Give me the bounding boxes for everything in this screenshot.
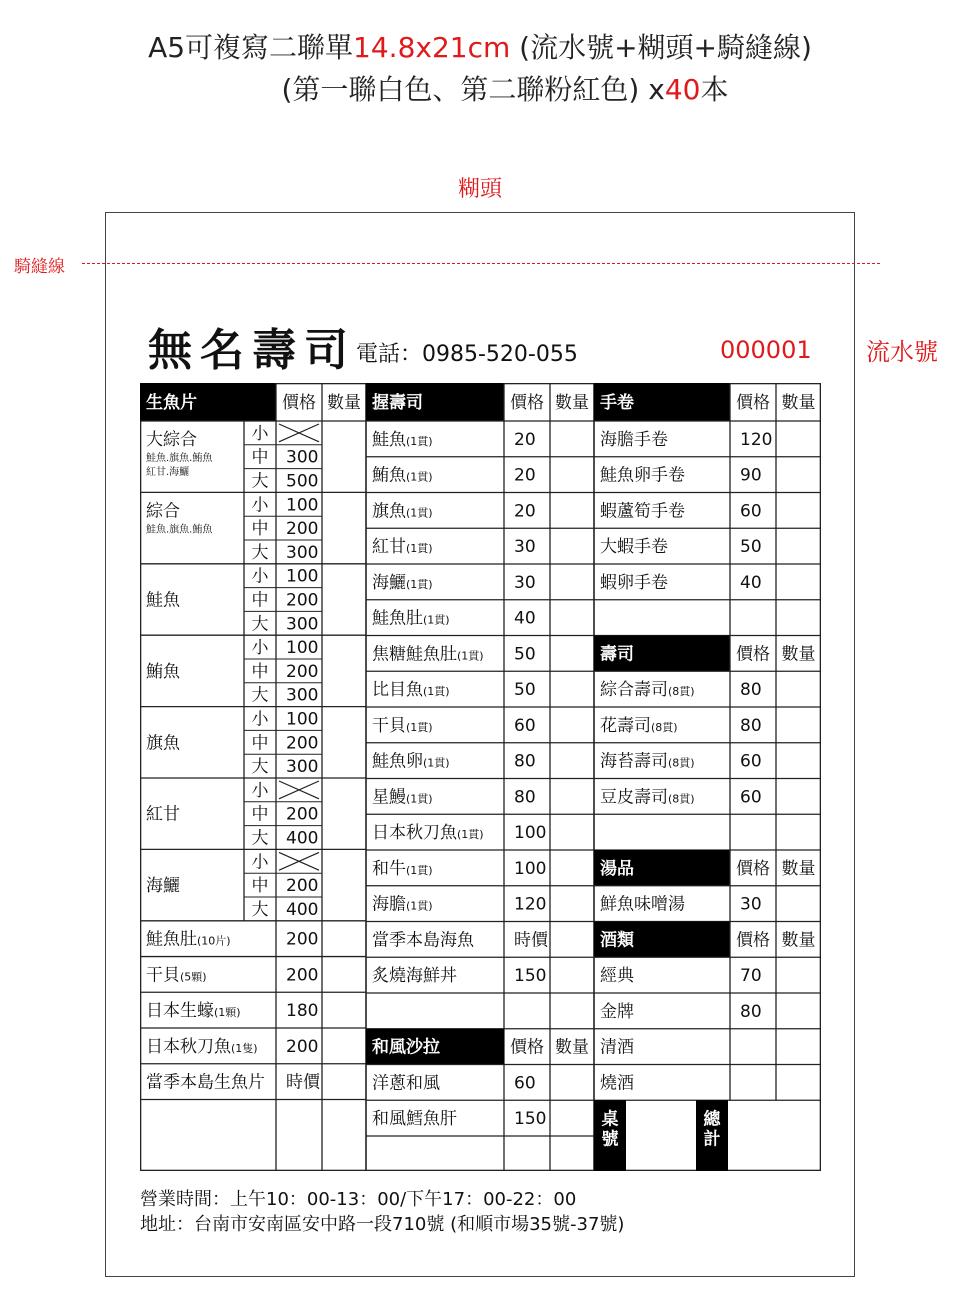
nigiri-item-name: 干貝(1貫) [372, 715, 433, 736]
nigiri-item-name-unit: (1貫) [406, 720, 433, 734]
sashimi-item-note: 鮭魚.旗魚.鮪魚 [146, 453, 213, 464]
sashimi-price: 400 [286, 828, 319, 849]
sashimi-size-label: 大 [251, 471, 269, 492]
product-title [0, 28, 960, 68]
sashimi-size-label: 小 [251, 495, 269, 516]
order-table [140, 383, 821, 1171]
sashimi-size-label: 小 [251, 566, 269, 587]
nigiri-item-name-unit: (1貫) [406, 899, 433, 913]
sushi-header-qty-header: 數量 [781, 644, 816, 665]
sashimi-item-name: 旗魚 [146, 733, 180, 754]
total-label: 計 [703, 1129, 721, 1150]
handroll-item-name: 大蝦手卷 [600, 537, 668, 558]
sushi-header-price-header: 價格 [736, 644, 770, 665]
sashimi-size-label: 大 [251, 757, 269, 778]
handroll-item-name: 海膽手卷 [600, 429, 668, 450]
drinks-item-name: 經典 [600, 966, 634, 987]
nigiri-item-name: 鮭魚肚(1貫) [372, 608, 450, 629]
sashimi-item-note: 鮭魚.旗魚.鮪魚 [146, 524, 213, 536]
sashimi-price: 300 [286, 542, 319, 563]
product-title-prefix: A5可複寫二聯單 [148, 31, 354, 64]
sashimi-item-name: 海鱺 [146, 876, 180, 897]
sushi-item-name: 豆皮壽司(8貫) [600, 787, 695, 808]
order-table-graphic [140, 383, 821, 1171]
sashimi-extra-price: 180 [286, 1001, 319, 1022]
sashimi-price: 300 [286, 757, 319, 778]
nigiri-item-price: 50 [514, 644, 536, 665]
sashimi-price: 200 [286, 804, 319, 825]
soup-item-name: 鮮魚味噌湯 [600, 894, 685, 915]
nigiri-item-price: 80 [514, 787, 536, 808]
sushi-item-price: 60 [740, 787, 762, 808]
product-subtitle [0, 70, 960, 110]
sushi-item-name-unit: (8貫) [668, 792, 695, 806]
salad-item-price: 150 [514, 1109, 547, 1130]
nigiri-item-price: 80 [514, 751, 536, 772]
total-label: 總 [703, 1109, 721, 1130]
nigiri-item-name: 和牛(1貫) [372, 858, 433, 879]
sashimi-size-label: 小 [251, 780, 269, 801]
nigiri-item-name-unit: (1貫) [457, 649, 484, 663]
sashimi-header-title: 生魚片 [146, 393, 197, 413]
salad-price-header: 價格 [510, 1037, 544, 1058]
sashimi-size-label: 中 [251, 447, 269, 468]
serial-number: 000001 [720, 336, 812, 364]
serial-annotation: 流水號 [866, 338, 938, 366]
drinks-header-qty-header: 數量 [781, 930, 816, 951]
handroll-item-name: 蝦卵手卷 [600, 572, 668, 593]
salad-item-name: 和風鱈魚肝 [372, 1109, 457, 1130]
drinks-item-name: 金牌 [600, 1001, 634, 1022]
sushi-item-name: 綜合壽司(8貫) [600, 680, 695, 701]
soup-header-title: 湯品 [600, 858, 634, 879]
nigiri-item-price: 120 [514, 894, 547, 915]
nigiri-item-name-unit: (1貫) [406, 506, 433, 520]
glue-annotation: 糊頭 [457, 177, 502, 202]
sushi-item-name-unit: (8貫) [668, 756, 695, 770]
sashimi-extra-name-unit: (5顆) [180, 970, 207, 984]
sashimi-size-label: 中 [251, 733, 269, 754]
sashimi-price: 300 [286, 614, 319, 635]
sashimi-size-label: 小 [251, 638, 269, 659]
nigiri-item-name-unit: (1貫) [457, 828, 484, 842]
shop-name: 無名壽司 [148, 325, 356, 376]
sashimi-extra-price: 時價 [286, 1072, 320, 1093]
sashimi-price: 500 [286, 471, 319, 492]
nigiri-item-name-unit: (1貫) [406, 470, 433, 484]
sushi-item-name-unit: (8貫) [668, 685, 695, 699]
soup-item-price: 30 [740, 894, 762, 915]
sashimi-size-label: 大 [251, 685, 269, 706]
handroll-item-price: 120 [740, 429, 773, 450]
handroll-item-price: 40 [740, 572, 762, 593]
sashimi-price: 200 [286, 590, 319, 611]
product-title-suffix: (流水號+糊頭+騎縫線) [510, 31, 812, 64]
drinks-item-name: 燒酒 [600, 1073, 634, 1094]
nigiri-price-header: 價格 [510, 393, 544, 413]
nigiri-item-price: 30 [514, 537, 536, 558]
nigiri-item-name: 紅甘(1貫) [372, 537, 433, 558]
product-subtitle-prefix: (第一聯白色、第二聯粉紅色) x [281, 73, 665, 106]
sushi-item-price: 80 [740, 680, 762, 701]
sashimi-size-label: 大 [251, 899, 269, 920]
sashimi-price: 200 [286, 519, 319, 540]
nigiri-item-price: 50 [514, 680, 536, 701]
nigiri-item-name: 當季本島海魚 [372, 930, 474, 951]
sashimi-extra-price: 200 [286, 965, 319, 986]
nigiri-item-price: 時價 [514, 930, 548, 951]
salad-item-name: 洋蔥和風 [372, 1073, 440, 1094]
table-no-label: 號 [601, 1129, 619, 1150]
nigiri-item-price: 20 [514, 501, 536, 522]
sashimi-extra-name: 鮭魚肚(10片) [146, 929, 231, 950]
sashimi-item-name: 紅甘 [146, 804, 180, 825]
sashimi-size-label: 中 [251, 519, 269, 540]
sashimi-extra-name: 當季本島生魚片 [146, 1072, 265, 1093]
sashimi-size-label: 大 [251, 828, 269, 849]
product-quantity: 40 [664, 73, 701, 106]
handroll-header-price-header: 價格 [736, 393, 770, 413]
handroll-item-name: 鮭魚卵手卷 [600, 465, 685, 486]
sashimi-price: 200 [286, 661, 319, 682]
sashimi-extra-name-unit: (1顆) [214, 1006, 241, 1020]
nigiri-item-price: 100 [514, 823, 547, 844]
sushi-header-title: 壽司 [600, 644, 634, 665]
nigiri-item-name: 旗魚(1貫) [372, 501, 433, 522]
nigiri-item-name: 鮭魚(1貫) [372, 429, 433, 450]
sashimi-extra-name: 日本秋刀魚(1隻) [146, 1036, 258, 1057]
nigiri-item-price: 20 [514, 429, 536, 450]
shop-address: 地址：台南市安南區安中路一段710號 (和順市場35號-37號) [140, 1214, 625, 1235]
drinks-item-price: 70 [740, 966, 762, 987]
nigiri-item-name-unit: (1貫) [423, 756, 450, 770]
nigiri-item-name-unit: (1貫) [406, 542, 433, 556]
nigiri-header-title: 握壽司 [372, 393, 423, 413]
soup-header-qty-header: 數量 [781, 858, 816, 879]
nigiri-item-name: 日本秋刀魚(1貫) [372, 823, 484, 844]
sashimi-extra-name: 日本生蠔(1顆) [146, 1001, 241, 1022]
nigiri-item-name: 鮭魚卵(1貫) [372, 751, 450, 772]
sashimi-price: 100 [286, 709, 319, 730]
nigiri-item-name: 星鰻(1貫) [372, 787, 433, 808]
sashimi-price: 100 [286, 566, 319, 587]
handroll-header-title: 手卷 [600, 393, 634, 413]
sushi-item-price: 60 [740, 751, 762, 772]
handroll-item-price: 90 [740, 465, 762, 486]
nigiri-qty-header: 數量 [555, 393, 589, 413]
sashimi-extra-name-unit: (1隻) [231, 1041, 258, 1055]
drinks-item-price: 80 [740, 1001, 762, 1022]
sashimi-item-name: 綜合 [146, 501, 180, 522]
nigiri-item-name-unit: (1貫) [423, 685, 450, 699]
handroll-item-price: 50 [740, 537, 762, 558]
sashimi-extra-price: 200 [286, 1036, 319, 1057]
stitch-annotation: 騎縫線 [14, 257, 65, 277]
drinks-item-name: 清酒 [600, 1037, 634, 1058]
salad-header-title: 和風沙拉 [372, 1037, 440, 1058]
sashimi-size-label: 中 [251, 876, 269, 897]
salad-qty-header: 數量 [555, 1037, 589, 1058]
product-size: 14.8x21cm [353, 31, 511, 64]
handroll-header-qty-header: 數量 [781, 393, 816, 413]
sashimi-extra-price: 200 [286, 929, 319, 950]
drinks-header-title: 酒類 [600, 930, 634, 951]
sashimi-price: 400 [286, 899, 319, 920]
sushi-item-price: 80 [740, 715, 762, 736]
sashimi-price: 200 [286, 733, 319, 754]
sashimi-price: 300 [286, 447, 319, 468]
sashimi-extra-name-unit: (10片) [197, 934, 231, 948]
sashimi-qty-header: 數量 [327, 393, 361, 413]
nigiri-item-name-unit: (1貫) [406, 577, 433, 591]
nigiri-item-price: 60 [514, 715, 536, 736]
table-no-label: 桌 [601, 1109, 619, 1130]
sashimi-price: 300 [286, 685, 319, 706]
nigiri-item-price: 20 [514, 465, 536, 486]
nigiri-item-name: 比目魚(1貫) [372, 680, 450, 701]
nigiri-item-name-unit: (1貫) [423, 613, 450, 627]
nigiri-item-name-unit: (1貫) [406, 434, 433, 448]
nigiri-item-price: 30 [514, 572, 536, 593]
nigiri-item-name: 鮪魚(1貫) [372, 465, 433, 486]
handroll-item-price: 60 [740, 501, 762, 522]
nigiri-item-name-unit: (1貫) [406, 863, 433, 877]
nigiri-item-name: 海鱺(1貫) [372, 572, 433, 593]
sashimi-size-label: 小 [251, 852, 269, 873]
sashimi-item-note: 紅甘.海鱺 [146, 467, 190, 478]
shop-phone: 電話：0985-520-055 [356, 342, 578, 367]
sashimi-size-label: 小 [251, 709, 269, 730]
salad-item-price: 60 [514, 1073, 536, 1094]
sashimi-item-name: 鮪魚 [146, 661, 180, 682]
sashimi-size-label: 小 [251, 423, 269, 444]
sushi-item-name: 海苔壽司(8貫) [600, 751, 695, 772]
drinks-header-price-header: 價格 [736, 930, 770, 951]
product-subtitle-suffix: 本 [700, 73, 729, 106]
sashimi-price: 100 [286, 495, 319, 516]
sashimi-size-label: 大 [251, 542, 269, 563]
nigiri-item-name: 海膽(1貫) [372, 894, 433, 915]
handroll-item-name: 蝦蘆筍手卷 [600, 501, 685, 522]
sushi-item-name-unit: (8貫) [651, 720, 678, 734]
sashimi-item-name: 鮭魚 [146, 590, 180, 611]
sashimi-price-header: 價格 [282, 393, 316, 413]
sashimi-size-label: 中 [251, 804, 269, 825]
business-hours: 營業時間：上午10：00-13：00/下午17：00-22：00 [140, 1189, 577, 1210]
nigiri-item-name: 炙燒海鮮丼 [372, 966, 457, 987]
sashimi-item-name: 大綜合 [146, 430, 197, 450]
sushi-item-name: 花壽司(8貫) [600, 715, 678, 736]
nigiri-item-price: 150 [514, 966, 547, 987]
sashimi-price: 100 [286, 638, 319, 659]
nigiri-item-name: 焦糖鮭魚肚(1貫) [372, 644, 484, 665]
sashimi-extra-name: 干貝(5顆) [146, 965, 207, 986]
sashimi-size-label: 大 [251, 614, 269, 635]
soup-header-price-header: 價格 [736, 858, 770, 879]
sashimi-size-label: 中 [251, 661, 269, 682]
sashimi-size-label: 中 [251, 590, 269, 611]
nigiri-item-price: 40 [514, 608, 536, 629]
stitch-line [82, 263, 880, 264]
sashimi-price: 200 [286, 876, 319, 897]
nigiri-item-name-unit: (1貫) [406, 792, 433, 806]
nigiri-item-price: 100 [514, 858, 547, 879]
